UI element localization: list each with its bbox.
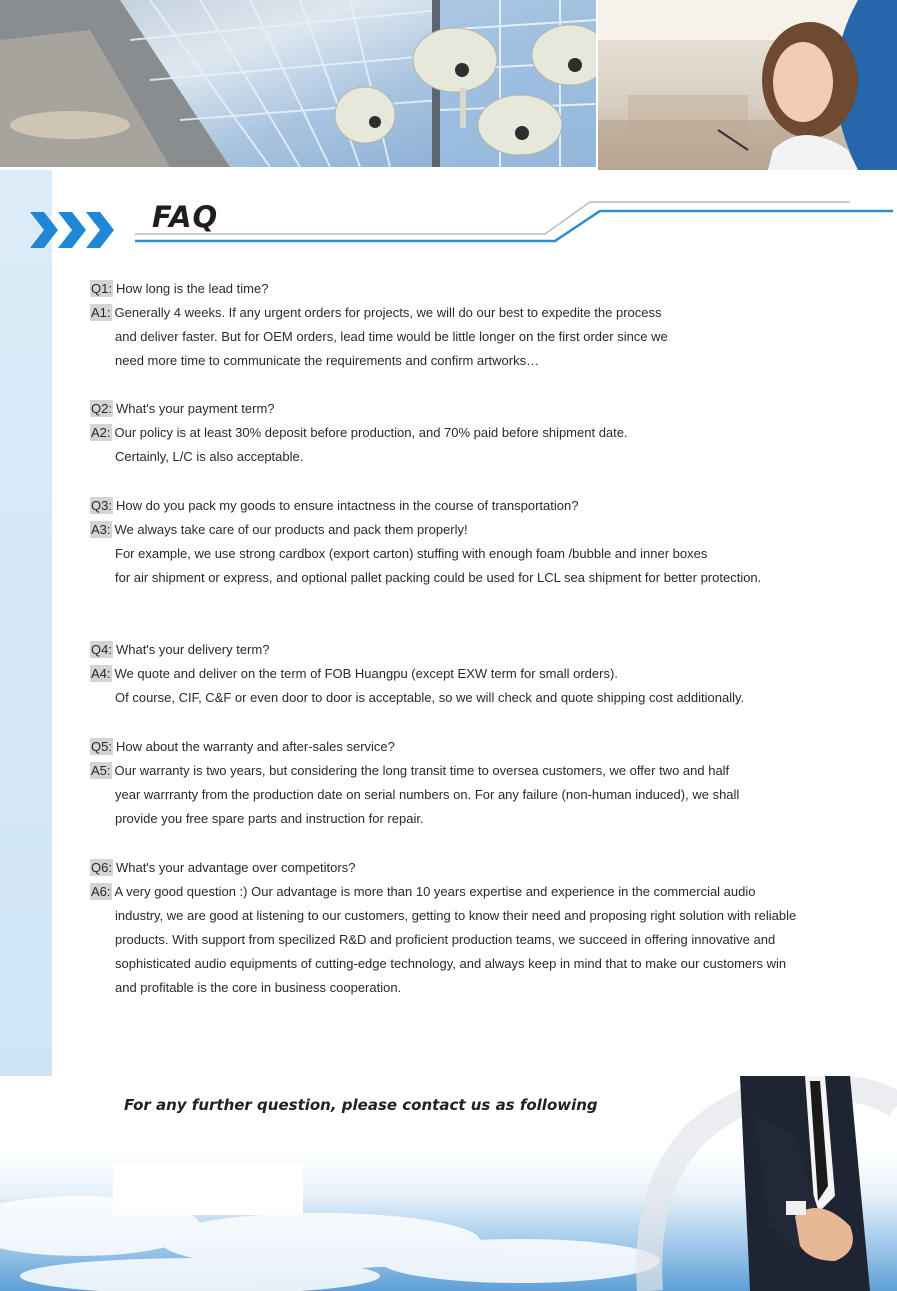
answer-line: and profitable is the core in business cooperation. bbox=[115, 980, 402, 995]
question-text: What's your advantage over competitors? bbox=[115, 860, 356, 875]
side-accent-strip bbox=[0, 170, 52, 1076]
answer-line: industry, we are good at listening to our customers, getting to know their need and proposing right solution with reliable bbox=[115, 908, 797, 923]
answer-line: We always take care of our products and pack them properly! bbox=[114, 522, 468, 537]
answer-2 bbox=[90, 421, 628, 445]
answer-line: For example, we use strong cardbox (export carton) stuffing with enough foam /bubble and inner boxes bbox=[115, 546, 708, 561]
answer-line: sophisticated audio equipments of cutting-edge technology, and always keep in mind that to make our customers win bbox=[115, 956, 787, 971]
businessman-handshake-photo bbox=[620, 1076, 897, 1291]
customer-service-photo bbox=[598, 0, 897, 170]
building-speakers-illustration bbox=[0, 0, 596, 167]
answer-line: products. With support from specilized R&D and proficient production teams, we succeed in offering innovative and bbox=[115, 932, 776, 947]
answer-3 bbox=[90, 518, 468, 542]
question-text: What's your payment term? bbox=[115, 401, 275, 416]
answer-line: year warrranty from the production date on serial numbers on. For any failure (non-human induced), we shall bbox=[115, 787, 740, 802]
contact-prompt: For any further question, please contact us as following bbox=[124, 1096, 598, 1114]
answer-5 bbox=[90, 759, 729, 783]
answer-line: Our warranty is two years, but considering the long transit time to oversea customers, we offer two and half bbox=[114, 763, 730, 778]
question-tag: Q1: bbox=[91, 281, 112, 296]
answer-tag: A3: bbox=[91, 522, 111, 537]
answer-line: and deliver faster. But for OEM orders, lead time would be little longer on the first order since we bbox=[115, 329, 668, 344]
question-tag: Q6: bbox=[91, 860, 112, 875]
question-text: How do you pack my goods to ensure intactness in the course of transportation? bbox=[115, 498, 579, 513]
service-woman-illustration bbox=[598, 0, 897, 170]
question-2 bbox=[90, 397, 275, 421]
answer-line: We quote and deliver on the term of FOB Huangpu (except EXW term for small orders). bbox=[114, 666, 618, 681]
question-tag: Q4: bbox=[91, 642, 112, 657]
answer-6 bbox=[90, 880, 756, 904]
question-tag: Q2: bbox=[91, 401, 112, 416]
answer-line: Certainly, L/C is also acceptable. bbox=[115, 449, 304, 464]
answer-tag: A5: bbox=[91, 763, 111, 778]
question-1 bbox=[90, 277, 268, 301]
question-4 bbox=[90, 638, 269, 662]
answer-4 bbox=[90, 662, 618, 686]
answer-line: provide you free spare parts and instruction for repair. bbox=[115, 811, 424, 826]
page-title: FAQ bbox=[152, 200, 219, 234]
answer-tag: A6: bbox=[91, 884, 111, 899]
question-text: How about the warranty and after-sales service? bbox=[115, 739, 395, 754]
question-tag: Q3: bbox=[91, 498, 112, 513]
answer-line: need more time to communicate the requirements and confirm artworks… bbox=[115, 353, 540, 368]
question-5 bbox=[90, 735, 395, 759]
contact-info-box bbox=[113, 1163, 303, 1215]
answer-tag: A4: bbox=[91, 666, 111, 681]
answer-line: Generally 4 weeks. If any urgent orders for projects, we will do our best to expedite the process bbox=[114, 305, 662, 320]
question-3 bbox=[90, 494, 578, 518]
answer-line: Our policy is at least 30% deposit before production, and 70% paid before shipment date. bbox=[114, 425, 628, 440]
question-text: What's your delivery term? bbox=[115, 642, 270, 657]
question-text: How long is the lead time? bbox=[115, 281, 269, 296]
header-banner bbox=[0, 0, 897, 170]
answer-line: A very good question :) Our advantage is more than 10 years expertise and experience in the commercial audio bbox=[114, 884, 756, 899]
faq-title-rule bbox=[0, 195, 897, 250]
answer-1 bbox=[90, 301, 662, 325]
building-speakers-photo bbox=[0, 0, 596, 167]
question-6 bbox=[90, 856, 355, 880]
triple-chevron-right-icon bbox=[30, 212, 122, 248]
question-tag: Q5: bbox=[91, 739, 112, 754]
answer-line: for air shipment or express, and optional pallet packing could be used for LCL sea shipment for better protection. bbox=[115, 570, 762, 585]
answer-line: Of course, CIF, C&F or even door to door is acceptable, so we will check and quote shipping cost additionally. bbox=[115, 690, 745, 705]
answer-tag: A1: bbox=[91, 305, 111, 320]
answer-tag: A2: bbox=[91, 425, 111, 440]
